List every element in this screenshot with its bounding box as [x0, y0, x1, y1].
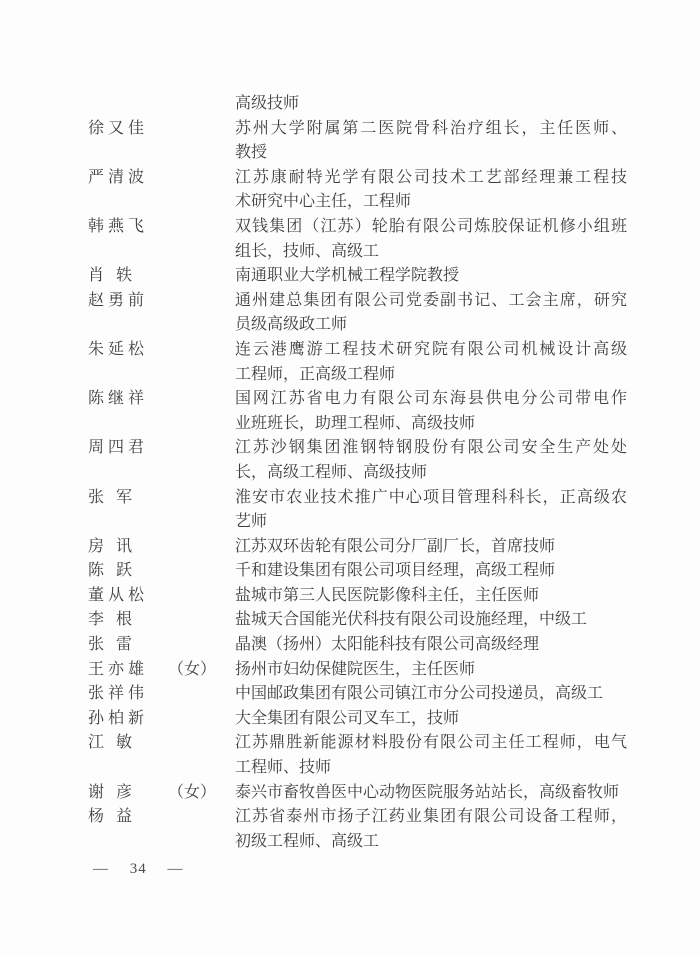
page-number: 34	[129, 861, 147, 877]
person-description	[235, 264, 627, 289]
description-line: 国网江苏省电力有限公司东海县供电分公司带电作	[235, 390, 627, 408]
entry-row	[88, 387, 628, 436]
description-line: 南通职业大学机械工程学院教授	[235, 267, 460, 285]
description-line: 教授	[235, 144, 268, 162]
description-line: 淮安市农业技术推广中心项目管理科科长，正高级农	[235, 488, 627, 506]
description-line: 高级技师	[235, 95, 300, 112]
person-name: 房 讯	[88, 537, 137, 555]
page-footer	[93, 860, 184, 878]
person-description	[235, 805, 627, 854]
person-description	[235, 781, 627, 806]
entry-row	[88, 633, 628, 658]
person-description	[235, 486, 627, 535]
entry-row	[88, 805, 628, 854]
footer-left-dash: —	[93, 861, 109, 877]
person-description	[235, 559, 627, 584]
entry-row	[88, 584, 628, 609]
person-description	[235, 387, 627, 436]
description-line: 千和建设集团有限公司项目经理，高级工程师	[235, 562, 556, 580]
person-description	[235, 633, 627, 658]
person-name: 陈 跃	[88, 562, 137, 580]
entry-row	[88, 117, 628, 166]
description-line: 江苏省泰州市扬子江药业集团有限公司设备工程师，	[235, 808, 627, 826]
person-description	[235, 682, 627, 707]
entries-list	[88, 92, 628, 854]
entry-row	[88, 535, 628, 560]
entry-row	[88, 731, 628, 780]
description-line: 通州建总集团有限公司党委副书记、工会主席，研究	[235, 291, 627, 309]
description-line: 江苏鼎胜新能源材料股份有限公司主任工程师，电气	[235, 734, 627, 752]
description-line: 盐城天合国能光伏科技有限公司设施经理，中级工	[235, 611, 588, 629]
person-name: 张 军	[88, 488, 137, 506]
person-description	[235, 92, 627, 117]
entry-row	[88, 215, 628, 264]
description-line: 工程师，正高级工程师	[235, 365, 396, 383]
person-name: 陈继祥	[88, 390, 149, 408]
person-description	[235, 117, 627, 166]
gender-note: （女）	[168, 783, 217, 801]
description-line: 泰兴市畜牧兽医中心动物医院服务站站长，高级畜牧师	[235, 783, 620, 801]
description-line: 初级工程师、高级工	[235, 832, 380, 850]
person-description	[235, 707, 627, 732]
description-line: 盐城市第三人民医院影像科主任，主任医师	[235, 586, 540, 604]
person-name	[88, 781, 235, 806]
entry-row	[88, 436, 628, 485]
entry-row	[88, 166, 628, 215]
person-description	[235, 215, 627, 264]
person-description	[235, 658, 627, 683]
gender-note: （女）	[168, 660, 217, 678]
person-description	[235, 535, 627, 560]
entry-row	[88, 658, 628, 683]
description-line: 业班班长，助理工程师、高级技师	[235, 414, 476, 432]
person-description	[235, 436, 627, 485]
description-line: 扬州市妇幼保健院医生，主任医师	[235, 660, 476, 678]
person-name: 徐又佳	[88, 119, 149, 137]
description-line: 组长，技师、高级工	[235, 242, 380, 260]
description-line: 术研究中心主任，工程师	[235, 193, 412, 211]
description-line: 双钱集团（江苏）轮胎有限公司炼胶保证机修小组班	[235, 217, 627, 235]
entry-row	[88, 264, 628, 289]
description-line: 大全集团有限公司叉车工，技师	[235, 709, 460, 727]
description-line: 连云港鹰游工程技术研究院有限公司机械设计高级	[235, 340, 627, 358]
person-name: 赵勇前	[88, 291, 149, 309]
person-description	[235, 608, 627, 633]
description-line: 晶澳（扬州）太阳能科技有限公司高级经理	[235, 636, 540, 654]
description-line: 苏州大学附属第二医院骨科治疗组长，主任医师、	[235, 119, 627, 137]
person-name: 朱延松	[88, 340, 149, 358]
entry-row	[88, 92, 628, 117]
description-line: 长，高级工程师、高级技师	[235, 463, 428, 481]
person-name: 李 根	[88, 611, 137, 629]
person-description	[235, 289, 627, 338]
person-description	[235, 338, 627, 387]
footer-right-dash: —	[167, 861, 184, 877]
person-name: 张祥伟	[88, 685, 149, 703]
person-name: 孙柏新	[88, 709, 149, 727]
entry-row	[88, 608, 628, 633]
entry-row	[88, 559, 628, 584]
entry-row	[88, 682, 628, 707]
description-line: 艺师	[235, 513, 268, 531]
person-name	[88, 658, 235, 683]
person-name: 董从松	[88, 586, 149, 604]
description-line: 中国邮政集团有限公司镇江市分公司投递员，高级工	[235, 685, 604, 703]
person-name: 韩燕飞	[88, 217, 149, 235]
person-name: 杨 益	[88, 808, 137, 826]
person-name: 张 雷	[88, 636, 137, 654]
person-name: 肖 轶	[88, 267, 137, 285]
description-line: 员级高级政工师	[235, 316, 348, 334]
entry-row	[88, 486, 628, 535]
person-description	[235, 731, 627, 780]
entry-row	[88, 338, 628, 387]
entry-row	[88, 289, 628, 338]
person-name: 江 敏	[88, 734, 137, 752]
person-name: 严清波	[88, 168, 149, 186]
person-name: 周四君	[88, 439, 149, 457]
person-description	[235, 584, 627, 609]
person-name-text: 谢 彦	[88, 783, 137, 801]
description-line: 工程师、技师	[235, 759, 332, 777]
description-line: 江苏沙钢集团淮钢特钢股份有限公司安全生产处处	[235, 439, 627, 457]
person-description	[235, 166, 627, 215]
entry-row	[88, 707, 628, 732]
entry-row	[88, 781, 628, 806]
person-name-text: 王亦雄	[88, 660, 149, 678]
description-line: 江苏双环齿轮有限公司分厂副厂长，首席技师	[235, 537, 556, 555]
description-line: 江苏康耐特光学有限公司技术工艺部经理兼工程技	[235, 168, 627, 186]
